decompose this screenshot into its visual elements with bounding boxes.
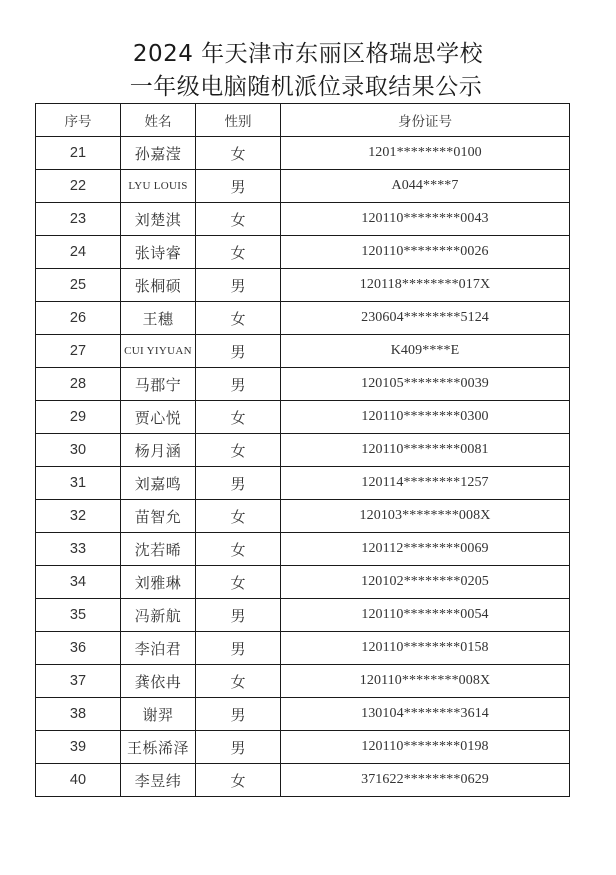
header-name: 姓名 <box>121 104 196 137</box>
cell-id: 120110********0054 <box>281 599 570 632</box>
cell-gender: 女 <box>196 533 281 566</box>
cell-name: 马郡宁 <box>121 368 196 401</box>
cell-id: 230604********5124 <box>281 302 570 335</box>
table-row <box>36 203 570 236</box>
table-row <box>36 269 570 302</box>
cell-name: 张诗睿 <box>121 236 196 269</box>
cell-name: 苗智允 <box>121 500 196 533</box>
cell-no: 23 <box>36 203 121 236</box>
cell-name: 王栎浠泽 <box>121 731 196 764</box>
cell-no: 30 <box>36 434 121 467</box>
table-row <box>36 137 570 170</box>
cell-id: 120110********008X <box>281 665 570 698</box>
table-row <box>36 632 570 665</box>
table-row <box>36 335 570 368</box>
cell-no: 32 <box>36 500 121 533</box>
table-row <box>36 500 570 533</box>
cell-id: 120103********008X <box>281 500 570 533</box>
cell-gender: 女 <box>196 137 281 170</box>
cell-name: 沈若晞 <box>121 533 196 566</box>
cell-gender: 女 <box>196 302 281 335</box>
cell-id: 120112********0069 <box>281 533 570 566</box>
cell-name: 杨月涵 <box>121 434 196 467</box>
cell-gender: 女 <box>196 203 281 236</box>
cell-gender: 女 <box>196 500 281 533</box>
cell-gender: 男 <box>196 698 281 731</box>
header-no: 序号 <box>36 104 121 137</box>
table-row <box>36 731 570 764</box>
cell-name: 龚依冉 <box>121 665 196 698</box>
cell-name: 李泊君 <box>121 632 196 665</box>
cell-no: 26 <box>36 302 121 335</box>
table-row <box>36 368 570 401</box>
cell-id: 371622********0629 <box>281 764 570 797</box>
cell-no: 37 <box>36 665 121 698</box>
table-row <box>36 698 570 731</box>
cell-id: 1201********0100 <box>281 137 570 170</box>
cell-id: 120110********0026 <box>281 236 570 269</box>
cell-gender: 女 <box>196 566 281 599</box>
cell-gender: 男 <box>196 599 281 632</box>
results-table <box>35 103 570 797</box>
cell-gender: 女 <box>196 434 281 467</box>
cell-no: 40 <box>36 764 121 797</box>
table-row <box>36 599 570 632</box>
cell-id: 120105********0039 <box>281 368 570 401</box>
cell-no: 24 <box>36 236 121 269</box>
cell-name: 张桐硕 <box>121 269 196 302</box>
cell-no: 31 <box>36 467 121 500</box>
cell-gender: 男 <box>196 170 281 203</box>
table-header-row <box>36 104 570 137</box>
cell-name: 刘楚淇 <box>121 203 196 236</box>
cell-name: 刘雅琳 <box>121 566 196 599</box>
document-title <box>0 38 616 104</box>
cell-name: 冯新航 <box>121 599 196 632</box>
cell-no: 29 <box>36 401 121 434</box>
cell-gender: 女 <box>196 764 281 797</box>
cell-gender: 男 <box>196 269 281 302</box>
cell-name: 贾心悦 <box>121 401 196 434</box>
cell-id: 120110********0043 <box>281 203 570 236</box>
cell-no: 35 <box>36 599 121 632</box>
cell-no: 36 <box>36 632 121 665</box>
table-row <box>36 467 570 500</box>
cell-no: 25 <box>36 269 121 302</box>
cell-gender: 男 <box>196 632 281 665</box>
header-gender: 性别 <box>196 104 281 137</box>
cell-id: 120110********0300 <box>281 401 570 434</box>
cell-gender: 男 <box>196 335 281 368</box>
table-row <box>36 170 570 203</box>
cell-gender: 女 <box>196 665 281 698</box>
header-id: 身份证号 <box>281 104 570 137</box>
cell-no: 21 <box>36 137 121 170</box>
title-line-1: 2024 年天津市东丽区格瑞思学校 <box>132 41 484 67</box>
cell-id: K409****E <box>281 335 570 368</box>
cell-name: 谢羿 <box>121 698 196 731</box>
cell-name: 王穗 <box>121 302 196 335</box>
table-row <box>36 566 570 599</box>
cell-name: 刘嘉鸣 <box>121 467 196 500</box>
cell-gender: 男 <box>196 731 281 764</box>
table-row <box>36 434 570 467</box>
cell-id: A044****7 <box>281 170 570 203</box>
cell-no: 28 <box>36 368 121 401</box>
cell-name: CUI YIYUAN <box>121 335 196 368</box>
cell-no: 22 <box>36 170 121 203</box>
cell-gender: 男 <box>196 368 281 401</box>
cell-id: 130104********3614 <box>281 698 570 731</box>
table-row <box>36 764 570 797</box>
cell-name: 李昱纬 <box>121 764 196 797</box>
cell-id: 120114********1257 <box>281 467 570 500</box>
cell-gender: 男 <box>196 467 281 500</box>
cell-id: 120110********0198 <box>281 731 570 764</box>
cell-no: 39 <box>36 731 121 764</box>
title-line-2: 一年级电脑随机派位录取结果公示 <box>129 74 483 100</box>
cell-no: 27 <box>36 335 121 368</box>
cell-gender: 女 <box>196 236 281 269</box>
table-row <box>36 533 570 566</box>
cell-id: 120110********0158 <box>281 632 570 665</box>
cell-no: 34 <box>36 566 121 599</box>
table-row <box>36 236 570 269</box>
table-row <box>36 401 570 434</box>
cell-gender: 女 <box>196 401 281 434</box>
cell-no: 33 <box>36 533 121 566</box>
table-row <box>36 302 570 335</box>
cell-id: 120118********017X <box>281 269 570 302</box>
cell-name: LYU LOUIS <box>121 170 196 203</box>
cell-id: 120102********0205 <box>281 566 570 599</box>
cell-no: 38 <box>36 698 121 731</box>
cell-id: 120110********0081 <box>281 434 570 467</box>
table-row <box>36 665 570 698</box>
cell-name: 孙嘉滢 <box>121 137 196 170</box>
